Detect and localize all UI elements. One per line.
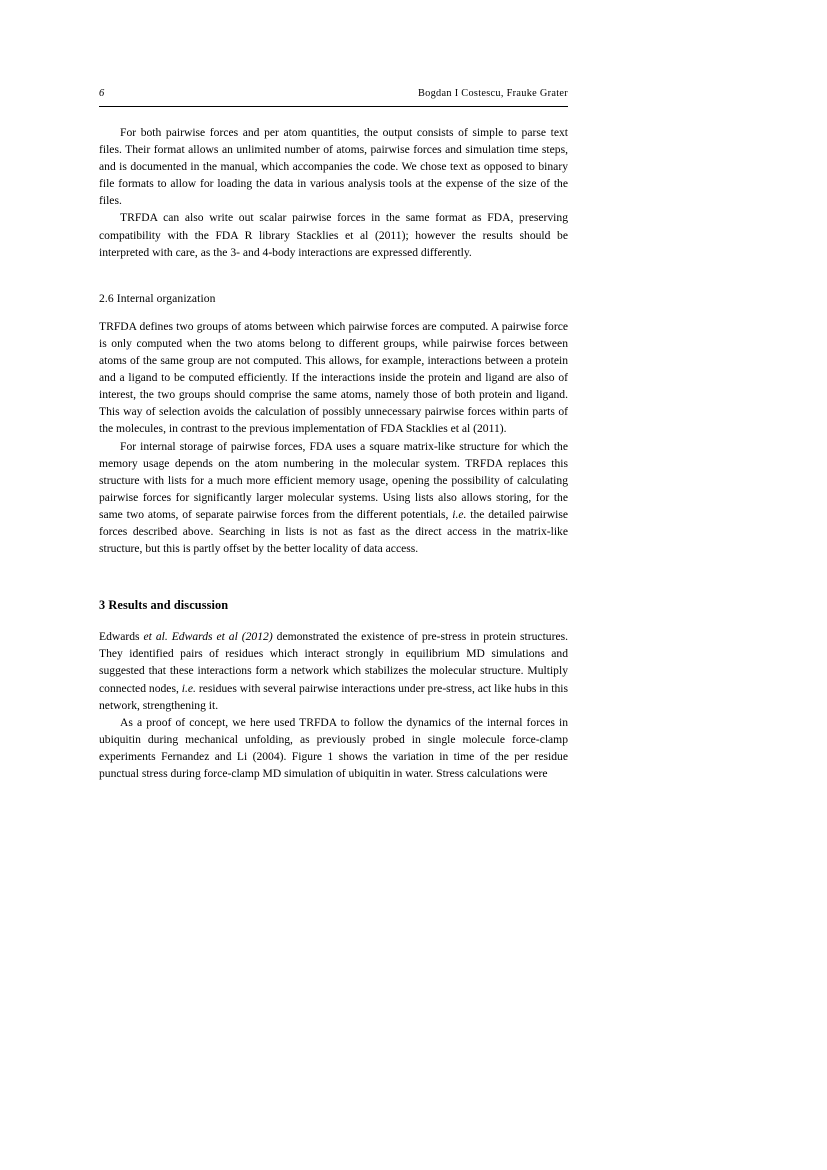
paragraph-internal-storage <box>99 438 568 558</box>
paragraph-output-text-files: For both pairwise forces and per atom quantities, the output consists of simple to parse text files. Their format allows an unlimited number of atoms, pairwise forces and simulation time steps, and is documented in the manual, which accompanies the code. We chose text as opposed to binary file formats to allow for loading the data in various analysis tools at the expense of the size of the files. <box>99 126 568 208</box>
section-heading-3: 3 Results and discussion <box>99 598 229 613</box>
paragraph-proof-of-concept: As a proof of concept, we here used TRFDA to follow the dynamics of the internal forces in ubiquitin during mechanical unfolding, as previously probed in single molecule force-clamp experiments Fernandez and Li (2004). Figure 1 shows the variation in time of the per residue punctual stress during force-clamp MD simulation of ubiquitin in water. Stress calculations were <box>99 715 568 780</box>
par4-segment-b: the detailed pairwise forces described above. Searching in lists is not as fast as the direct access in the matrix-like structure, but this is partly offset by the better locality of data access. <box>99 507 568 556</box>
running-head <box>99 88 568 99</box>
page-number: 6 <box>99 88 105 99</box>
header-divider <box>99 106 568 107</box>
par5-italic-ie: i.e. <box>181 681 196 695</box>
spacer-after-section-2-6 <box>99 307 568 318</box>
spacer-before-section-3 <box>99 557 568 597</box>
body-text-block <box>99 124 568 782</box>
spacer-before-section-2-6 <box>99 261 568 290</box>
par4-segment-a: For internal storage of pairwise forces, FDA uses a square matrix-like structure for which the memory usage depends on the atom numbering in the molecular system. TRFDA replaces this structure with lists for a much more efficient memory usage, opening the possibility of calculating pairwise forces for significantly larger molecular systems. Using lists also allows storing, for the same two atoms, of separate pairwise forces from the different potentials, <box>99 439 568 521</box>
paragraph-scalar-pairwise-forces: TRFDA can also write out scalar pairwise forces in the same format as FDA, preserving compatibility with the FDA R library Stacklies et al (2011); however the results should be interpreted with care, as the 3- and 4-body interactions are expressed differently. <box>99 211 568 259</box>
par4-italic-ie: i.e. <box>452 507 467 521</box>
running-head-authors: Bogdan I Costescu, Frauke Grater <box>417 88 568 99</box>
section-heading-2-6: 2.6 Internal organization <box>99 291 216 305</box>
spacer-after-section-3 <box>99 614 568 628</box>
paragraph-two-groups-of-atoms: TRFDA defines two groups of atoms between which pairwise forces are computed. A pairwise force is only computed when the two atoms belong to different groups, while pairwise forces between atoms of the same group are not computed. This allows, for example, interactions between a protein and a ligand to be computed efficiently. If the interactions inside the protein and ligand are also of interest, the two groups should comprise the same atoms, namely those of both protein and ligand. This way of selection avoids the calculation of possibly unnecessary pairwise forces within parts of the molecules, in contrast to the previous implementation of FDA Stacklies et al (2011). <box>99 319 568 436</box>
par5-segment-b: demonstrated the existence of pre-stress in protein structures. They identified pairs of residues which interact strongly in equilibrium MD simulations and suggested that these interactions form a network which stabilizes the molecular structure. Multiply connected nodes, <box>99 630 568 695</box>
paragraph-edwards-pre-stress <box>99 628 568 713</box>
par5-segment-a: Edwards <box>99 630 144 644</box>
par5-segment-c: residues with several pairwise interactions under pre-stress, act like hubs in this network, strengthening it. <box>99 681 568 712</box>
par5-italic-citation: et al. Edwards et al (2012) <box>143 630 273 644</box>
